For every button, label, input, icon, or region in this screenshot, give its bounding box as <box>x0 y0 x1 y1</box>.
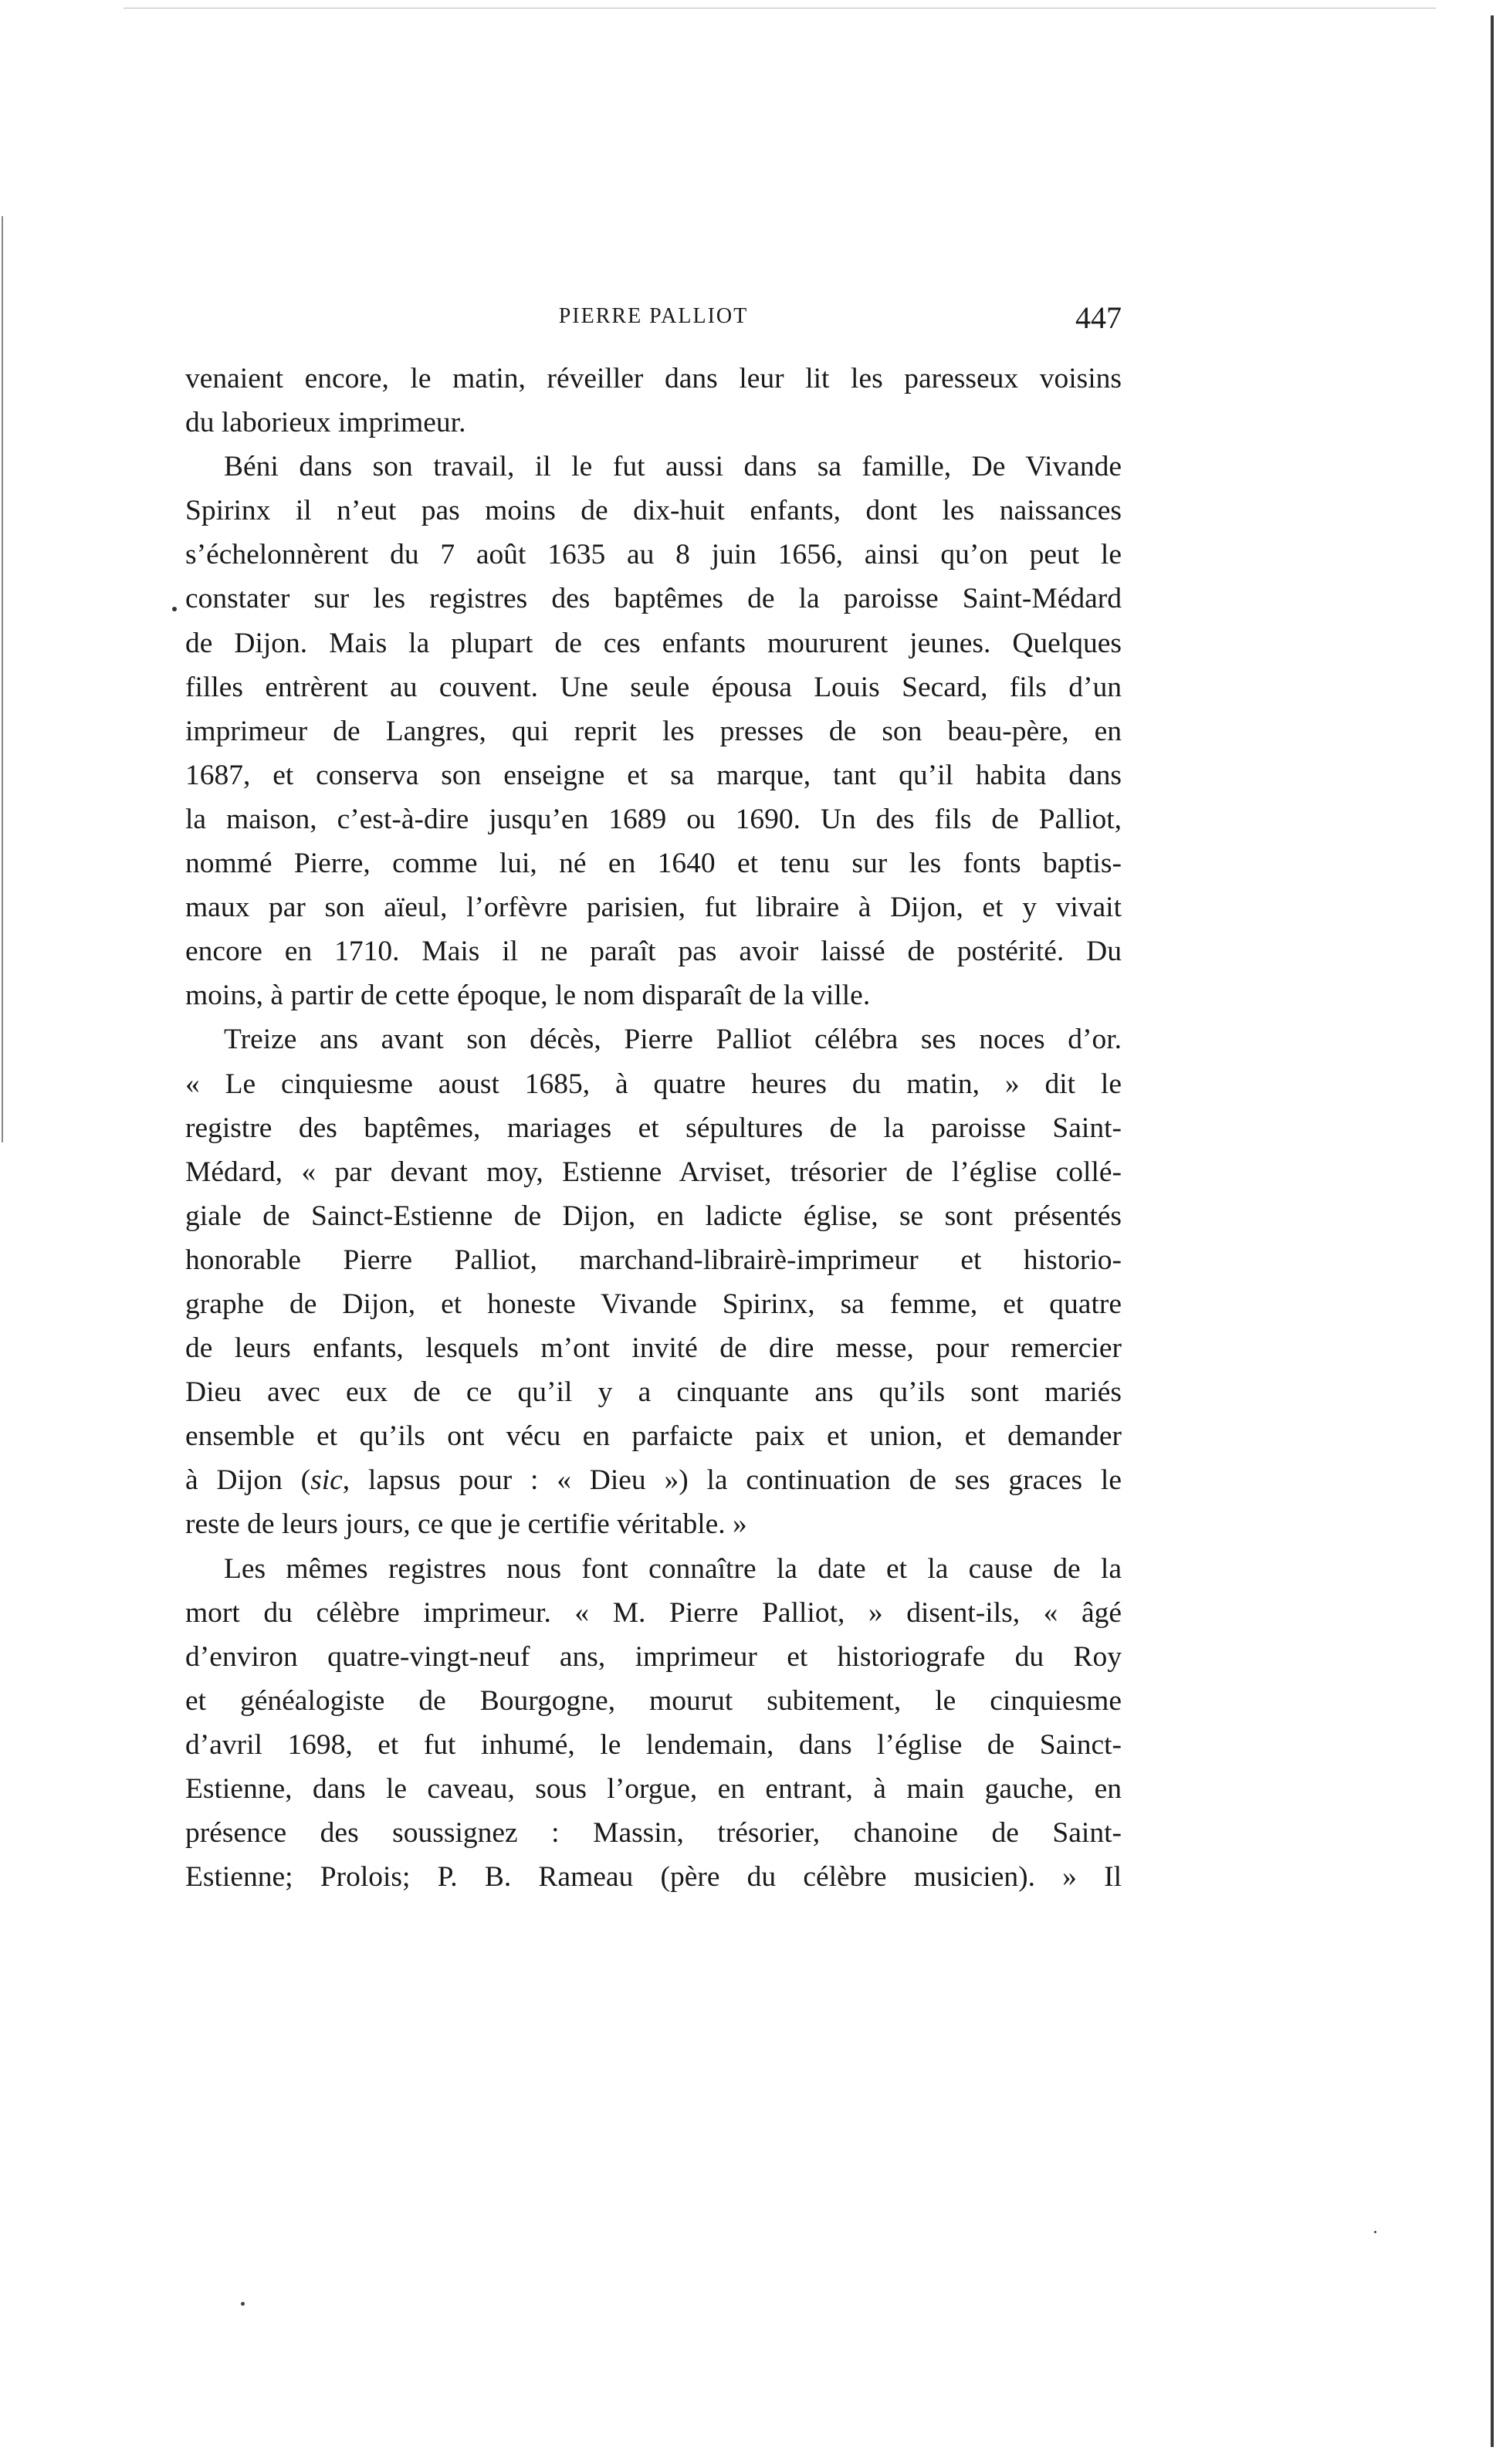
text-line: d’avril 1698, et fut inhumé, le lendemain, dans l’église de Sainct- <box>185 1728 1122 1761</box>
margin-mark <box>172 607 177 611</box>
text-line: « Le cinquiesme aoust 1685, à quatre heures du matin, » dit le <box>185 1068 1122 1100</box>
text-line: Estienne; Prolois; P. B. Rameau (père du célèbre musicien). » Il <box>185 1861 1122 1894</box>
text-line: giale de Sainct-Estienne de Dijon, en ladicte église, se sont présentés <box>185 1200 1122 1232</box>
text-line: de leurs enfants, lesquels m’ont invité de dire messe, pour remercier <box>185 1332 1122 1365</box>
text-line: Dieu avec eux de ce qu’il y a cinquante ans qu’ils sont mariés <box>185 1376 1122 1409</box>
text-line: du laborieux imprimeur. <box>185 407 466 439</box>
text-line: et généalogiste de Bourgogne, mourut subitement, le cinquiesme <box>185 1684 1122 1717</box>
scan-edge-right <box>1491 15 1494 2447</box>
text-line: Médard, « par devant moy, Estienne Arviset, trésorier de l’église collé- <box>185 1156 1122 1188</box>
running-title: PIERRE PALLIOT <box>558 304 749 328</box>
text-line: mort du célèbre imprimeur. « M. Pierre Palliot, » disent-ils, « âgé <box>185 1596 1122 1629</box>
text-line: la maison, c’est-à-dire jusqu’en 1689 ou 1690. Un des fils de Palliot, <box>185 803 1122 835</box>
text-line: Treize ans avant son décès, Pierre Palliot célébra ses noces d’or. <box>224 1024 1122 1056</box>
page-header <box>185 300 1122 343</box>
scan-edge-left <box>2 216 3 1142</box>
text-line: d’environ quatre-vingt-neuf ans, imprimeur et historiografe du Roy <box>185 1640 1122 1673</box>
text-line: présence des soussignez : Massin, trésorier, chanoine de Saint- <box>185 1817 1122 1850</box>
scan-speck <box>241 2302 245 2306</box>
scan-speck <box>1374 2231 1376 2233</box>
text-line: moins, à partir de cette époque, le nom disparaît de la ville. <box>185 980 871 1012</box>
text-line: registre des baptêmes, mariages et sépultures de la paroisse Saint- <box>185 1112 1122 1144</box>
text-line: 1687, et conserva son enseigne et sa marque, tant qu’il habita dans <box>185 759 1122 791</box>
text-line: maux par son aïeul, l’orfèvre parisien, fut libraire à Dijon, et y vivait <box>185 892 1122 924</box>
text-line: Spirinx il n’eut pas moins de dix-huit enfants, dont les naissances <box>185 495 1122 527</box>
text-line: Les mêmes registres nous font connaître la date et la cause de la <box>224 1552 1122 1585</box>
text-line <box>185 1458 1122 1502</box>
text-line: s’échelonnèrent du 7 août 1635 au 8 juin 1656, ainsi qu’on peut le <box>185 539 1122 571</box>
text-line: filles entrèrent au couvent. Une seule épousa Louis Secard, fils d’un <box>185 671 1122 703</box>
text-line: de Dijon. Mais la plupart de ces enfants moururent jeunes. Quelques <box>185 627 1122 659</box>
text-line: Estienne, dans le caveau, sous l’orgue, en entrant, à main gauche, en <box>185 1773 1122 1805</box>
text-line: imprimeur de Langres, qui reprit les presses de son beau-père, en <box>185 715 1122 747</box>
text-line: venaient encore, le matin, réveiller dans leur lit les paresseux voisins <box>185 363 1122 394</box>
page-number: 447 <box>1075 300 1122 335</box>
italic-text: sic <box>310 1464 343 1497</box>
text-segment: à Dijon ( <box>185 1464 311 1497</box>
text-line: constater sur les registres des baptêmes de la paroisse Saint-Médard <box>185 583 1122 615</box>
text-segment: , lapsus pour : « Dieu ») la continuation de ses graces le <box>342 1464 1122 1497</box>
text-line: honorable Pierre Palliot, marchand-librairè-imprimeur et historio- <box>185 1244 1122 1276</box>
text-line: encore en 1710. Mais il ne paraît pas avoir laissé de postérité. Du <box>185 936 1122 968</box>
text-line: ensemble et qu’ils ont vécu en parfaicte paix et union, et demander <box>185 1420 1122 1453</box>
text-line: Béni dans son travail, il le fut aussi dans sa famille, De Vivande <box>224 451 1122 483</box>
text-line: reste de leurs jours, ce que je certifie véritable. » <box>185 1508 747 1541</box>
text-line: nommé Pierre, comme lui, né en 1640 et tenu sur les fonts baptis- <box>185 848 1122 880</box>
text-line: graphe de Dijon, et honeste Vivande Spirinx, sa femme, et quatre <box>185 1288 1122 1320</box>
body-text <box>185 357 1122 1899</box>
